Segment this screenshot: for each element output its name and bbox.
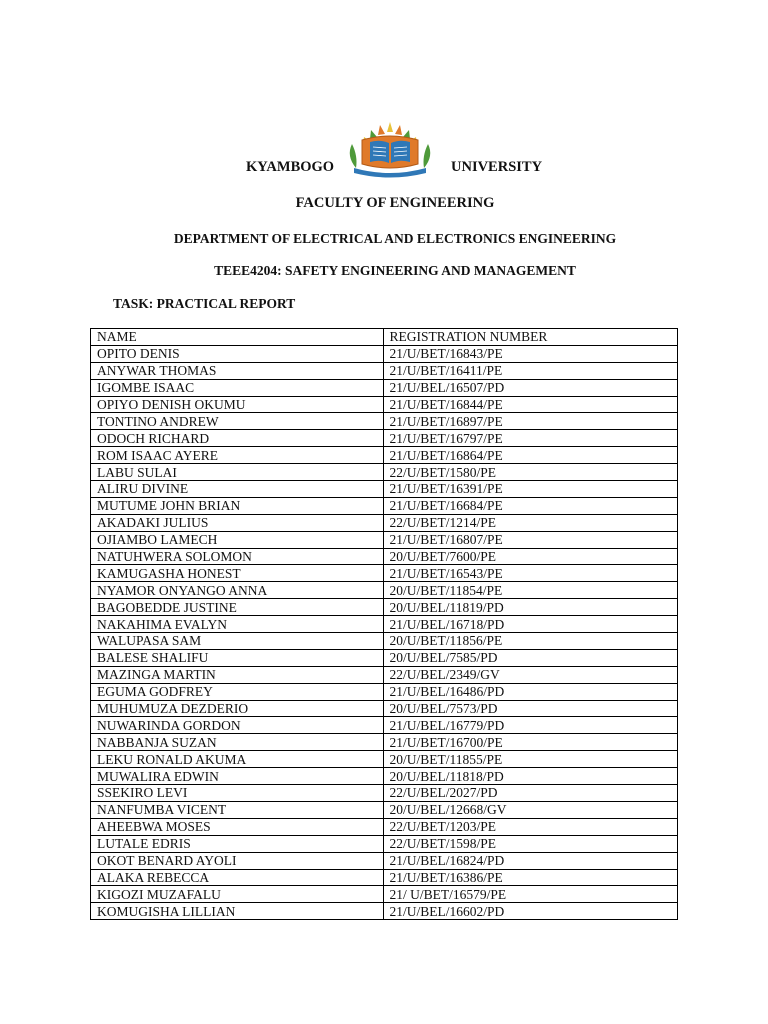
registration-number-cell: 21/U/BEL/16718/PD (383, 616, 677, 633)
registration-number-cell: 20/U/BEL/7573/PD (383, 700, 677, 717)
student-name-cell: LUTALE EDRIS (91, 835, 384, 852)
student-name-cell: IGOMBE ISAAC (91, 379, 384, 396)
registration-number-cell: 21/U/BET/16807/PE (383, 531, 677, 548)
table-row (91, 548, 678, 565)
student-name-cell: NUWARINDA GORDON (91, 717, 384, 734)
table-row (91, 835, 678, 852)
student-name-cell: NANFUMBA VICENT (91, 801, 384, 818)
student-name-cell: BAGOBEDDE JUSTINE (91, 599, 384, 616)
student-name-cell: OJIAMBO LAMECH (91, 531, 384, 548)
table-row (91, 886, 678, 903)
registration-number-cell: 21/U/BET/16700/PE (383, 734, 677, 751)
student-name-cell: ALAKA REBECCA (91, 869, 384, 886)
table-row (91, 683, 678, 700)
registration-number-cell: 20/U/BEL/11819/PD (383, 599, 677, 616)
student-name-cell: KAMUGASHA HONEST (91, 565, 384, 582)
registration-number-cell: 21/U/BET/16897/PE (383, 413, 677, 430)
registration-number-cell: 22/U/BEL/2027/PD (383, 785, 677, 802)
student-name-cell: BALESE SHALIFU (91, 649, 384, 666)
student-name-cell: AKADAKI JULIUS (91, 514, 384, 531)
registration-number-cell: 21/U/BET/16684/PE (383, 497, 677, 514)
table-row (91, 599, 678, 616)
student-name-cell: ANYWAR THOMAS (91, 362, 384, 379)
registration-number-cell: 21/U/BET/16864/PE (383, 447, 677, 464)
registration-number-cell: 22/U/BET/1580/PE (383, 464, 677, 481)
table-row (91, 785, 678, 802)
registration-number-cell: 21/U/BEL/16507/PD (383, 379, 677, 396)
table-row (91, 768, 678, 785)
student-name-cell: OPITO DENIS (91, 345, 384, 362)
student-name-cell: OKOT BENARD AYOLI (91, 852, 384, 869)
university-name-right: UNIVERSITY (451, 159, 543, 175)
registration-number-cell: 21/U/BEL/16824/PD (383, 852, 677, 869)
student-name-cell: KOMUGISHA LILLIAN (91, 903, 384, 920)
table-row (91, 396, 678, 413)
table-row (91, 447, 678, 464)
table-row (91, 666, 678, 683)
registration-number-cell: 20/U/BEL/7585/PD (383, 649, 677, 666)
table-row (91, 903, 678, 920)
registration-number-cell: 20/U/BET/11855/PE (383, 751, 677, 768)
task-label: TASK: PRACTICAL REPORT (113, 296, 296, 311)
registration-number-cell: 21/U/BET/16543/PE (383, 565, 677, 582)
student-name-cell: ODOCH RICHARD (91, 430, 384, 447)
student-name-cell: ALIRU DIVINE (91, 481, 384, 498)
table-row (91, 582, 678, 599)
university-title-row (0, 118, 768, 182)
table-row (91, 514, 678, 531)
registration-number-cell: 21/U/BEL/16486/PD (383, 683, 677, 700)
table-row (91, 464, 678, 481)
table-row (91, 531, 678, 548)
column-header-name: NAME (91, 329, 384, 346)
student-name-cell: LEKU RONALD AKUMA (91, 751, 384, 768)
table-row (91, 734, 678, 751)
table-row (91, 413, 678, 430)
registration-number-cell: 21/U/BEL/16602/PD (383, 903, 677, 920)
student-name-cell: WALUPASA SAM (91, 633, 384, 650)
table-row (91, 362, 678, 379)
registration-number-cell: 21/U/BEL/16779/PD (383, 717, 677, 734)
registration-number-cell: 20/U/BET/7600/PE (383, 548, 677, 565)
table-row (91, 430, 678, 447)
registration-number-cell: 20/U/BET/11856/PE (383, 633, 677, 650)
university-logo (342, 120, 438, 178)
course-heading: TEEE4204: SAFETY ENGINEERING AND MANAGEMENT (214, 263, 576, 278)
student-name-cell: LABU SULAI (91, 464, 384, 481)
registration-number-cell: 21/U/BET/16391/PE (383, 481, 677, 498)
student-name-cell: KIGOZI MUZAFALU (91, 886, 384, 903)
student-name-cell: NATUHWERA SOLOMON (91, 548, 384, 565)
table-row (91, 481, 678, 498)
university-name-left: KYAMBOGO (246, 159, 335, 175)
student-name-cell: MUTUME JOHN BRIAN (91, 497, 384, 514)
registration-number-cell: 21/U/BET/16797/PE (383, 430, 677, 447)
column-header-registration: REGISTRATION NUMBER (383, 329, 677, 346)
department-heading: DEPARTMENT OF ELECTRICAL AND ELECTRONICS ENGINEERING (173, 231, 617, 246)
student-name-cell: ROM ISAAC AYERE (91, 447, 384, 464)
table-row (91, 616, 678, 633)
table-row (91, 751, 678, 768)
table-header-row (91, 329, 678, 346)
registration-number-cell: 21/ U/BET/16579/PE (383, 886, 677, 903)
student-name-cell: NABBANJA SUZAN (91, 734, 384, 751)
registration-number-cell: 22/U/BEL/2349/GV (383, 666, 677, 683)
student-name-cell: AHEEBWA MOSES (91, 818, 384, 835)
table-row (91, 700, 678, 717)
student-name-cell: EGUMA GODFREY (91, 683, 384, 700)
registration-number-cell: 21/U/BET/16411/PE (383, 362, 677, 379)
student-name-cell: MUHUMUZA DEZDERIO (91, 700, 384, 717)
table-row (91, 717, 678, 734)
registration-number-cell: 21/U/BET/16843/PE (383, 345, 677, 362)
registration-number-cell: 20/U/BEL/11818/PD (383, 768, 677, 785)
student-name-cell: SSEKIRO LEVI (91, 785, 384, 802)
student-name-cell: TONTINO ANDREW (91, 413, 384, 430)
faculty-heading: FACULTY OF ENGINEERING (295, 195, 495, 211)
student-name-cell: NYAMOR ONYANGO ANNA (91, 582, 384, 599)
registration-number-cell: 20/U/BEL/12668/GV (383, 801, 677, 818)
table-row (91, 818, 678, 835)
registration-number-cell: 21/U/BET/16386/PE (383, 869, 677, 886)
table-row (91, 379, 678, 396)
student-name-cell: OPIYO DENISH OKUMU (91, 396, 384, 413)
student-name-cell: MUWALIRA EDWIN (91, 768, 384, 785)
table-row (91, 649, 678, 666)
table-row (91, 852, 678, 869)
student-name-cell: MAZINGA MARTIN (91, 666, 384, 683)
student-name-cell: NAKAHIMA EVALYN (91, 616, 384, 633)
student-table (90, 328, 678, 920)
table-row (91, 565, 678, 582)
table-row (91, 497, 678, 514)
table-row (91, 345, 678, 362)
registration-number-cell: 22/U/BET/1214/PE (383, 514, 677, 531)
registration-number-cell: 20/U/BET/11854/PE (383, 582, 677, 599)
table-row (91, 633, 678, 650)
registration-number-cell: 22/U/BET/1598/PE (383, 835, 677, 852)
registration-number-cell: 22/U/BET/1203/PE (383, 818, 677, 835)
registration-number-cell: 21/U/BET/16844/PE (383, 396, 677, 413)
table-row (91, 801, 678, 818)
table-row (91, 869, 678, 886)
